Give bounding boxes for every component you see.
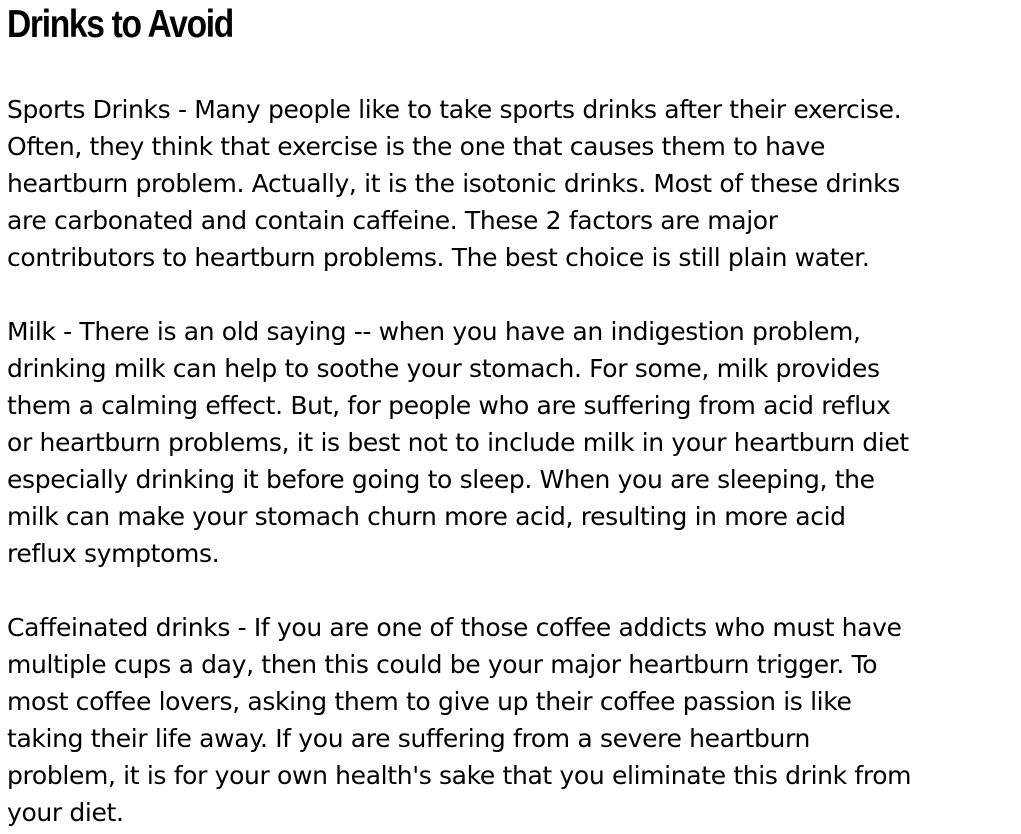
text-line: them a calming effect. But, for people who are suffering from acid reflux bbox=[7, 391, 891, 420]
paragraph-gap bbox=[7, 54, 1017, 91]
text-line: most coffee lovers, asking them to give up their coffee passion is like bbox=[7, 687, 852, 716]
text-line: Milk - There is an old saying -- when you have an indigestion problem, bbox=[7, 317, 861, 346]
text-line: heartburn problem. Actually, it is the isotonic drinks. Most of these drinks bbox=[7, 169, 900, 198]
paragraph-gap bbox=[7, 572, 1017, 609]
text-line: Caffeinated drinks - If you are one of those coffee addicts who must have bbox=[7, 613, 902, 642]
page-title: Drinks to Avoid bbox=[7, 3, 234, 46]
text-line: drinking milk can help to soothe your stomach. For some, milk provides bbox=[7, 354, 880, 383]
paragraph-gap bbox=[7, 276, 1017, 313]
text-line: or heartburn problems, it is best not to include milk in your heartburn diet bbox=[7, 428, 909, 457]
text-line: your diet. bbox=[7, 798, 124, 827]
text-line: Sports Drinks - Many people like to take sports drinks after their exercise. bbox=[7, 95, 902, 124]
text-line: especially drinking it before going to sleep. When you are sleeping, the bbox=[7, 465, 875, 494]
text-line: reflux symptoms. bbox=[7, 539, 220, 568]
text-line: multiple cups a day, then this could be your major heartburn trigger. To bbox=[7, 650, 878, 679]
text-line: are carbonated and contain caffeine. These 2 factors are major bbox=[7, 206, 778, 235]
text-line: milk can make your stomach churn more acid, resulting in more acid bbox=[7, 502, 846, 531]
paragraph-milk bbox=[7, 313, 1017, 572]
paragraph-caffeinated-drinks bbox=[7, 609, 1017, 831]
paragraph-sports-drinks bbox=[7, 91, 1017, 276]
text-line: problem, it is for your own health's sake that you eliminate this drink from bbox=[7, 761, 912, 790]
text-line: contributors to heartburn problems. The best choice is still plain water. bbox=[7, 243, 870, 272]
text-line: Often, they think that exercise is the one that causes them to have bbox=[7, 132, 826, 161]
text-line: taking their life away. If you are suffering from a severe heartburn bbox=[7, 724, 811, 753]
